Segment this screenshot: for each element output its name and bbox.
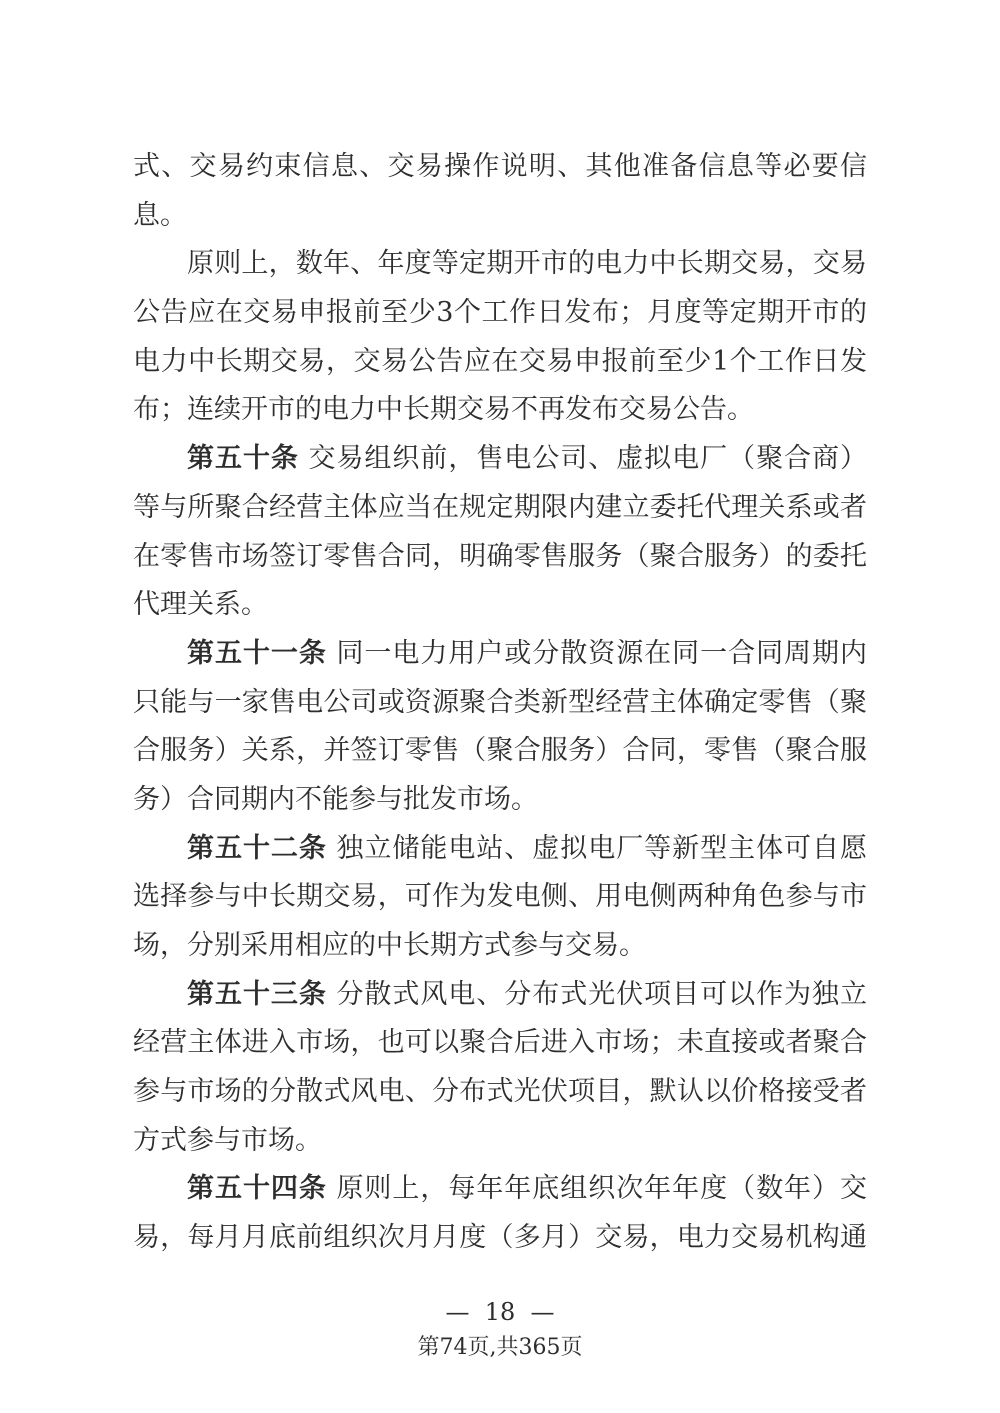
text-line: 息。: [133, 199, 187, 231]
text-line: 只能与一家售电公司或资源聚合类新型经营主体确定零售（聚: [133, 686, 867, 718]
text-line: 式、交易约束信息、交易操作说明、其他准备信息等必要信: [133, 151, 867, 182]
text-line: 易，每月月底前组织次月月度（多月）交易，电力交易机构通: [133, 1222, 867, 1254]
text-line-article-start: 第五十一条 同一电力用户或分散资源在同一合同周期内: [187, 637, 868, 669]
text-line-article-start: 第五十三条 分散式风电、分布式光伏项目可以作为独立: [187, 978, 868, 1010]
article-number: 第五十二条: [187, 832, 327, 864]
text-line: 场，分别采用相应的中长期方式参与交易。: [133, 930, 646, 961]
text-line: 在零售市场签订零售合同，明确零售服务（聚合服务）的委托: [133, 540, 867, 572]
text-line: 公告应在交易申报前至少3个工作日发布；月度等定期开市的: [133, 297, 867, 329]
text-line: 原则上，数年、年度等定期开市的电力中长期交易，交易: [187, 248, 867, 280]
text-line: 务）合同期内不能参与批发市场。: [133, 783, 538, 815]
text-line: 选择参与中长期交易，可作为发电侧、用电侧两种角色参与市: [133, 881, 867, 913]
text-line: 经营主体进入市场，也可以聚合后进入市场；未直接或者聚合: [133, 1027, 867, 1059]
article-number: 第五十一条: [187, 637, 327, 669]
text-line: 参与市场的分散式风电、分布式光伏项目，默认以价格接受者: [133, 1076, 867, 1108]
article-number: 第五十四条: [187, 1173, 327, 1205]
page-position-indicator: 第74页,共365页: [417, 1335, 583, 1360]
text-line: 电力中长期交易，交易公告应在交易申报前至少1个工作日发: [133, 345, 867, 377]
document-body: [133, 143, 867, 1263]
article-number: 第五十三条: [187, 978, 327, 1010]
text-line: 方式参与市场。: [133, 1124, 322, 1156]
page-number: — 18 —: [445, 1298, 555, 1326]
article-number: 第五十条: [187, 443, 299, 475]
text-line: 布；连续开市的电力中长期交易不再发布交易公告。: [133, 394, 754, 426]
text-line-article-start: 第五十四条 原则上，每年年底组织次年年度（数年）交: [187, 1173, 868, 1205]
text-line: 合服务）关系，并签订零售（聚合服务）合同，零售（聚合服: [133, 735, 867, 767]
text-line-article-start: 第五十条 交易组织前，售电公司、虚拟电厂（聚合商）: [187, 443, 867, 475]
text-line: 等与所聚合经营主体应当在规定期限内建立委托代理关系或者: [133, 491, 867, 523]
text-line: 代理关系。: [133, 589, 268, 621]
text-line-article-start: 第五十二条 独立储能电站、虚拟电厂等新型主体可自愿: [187, 832, 868, 864]
